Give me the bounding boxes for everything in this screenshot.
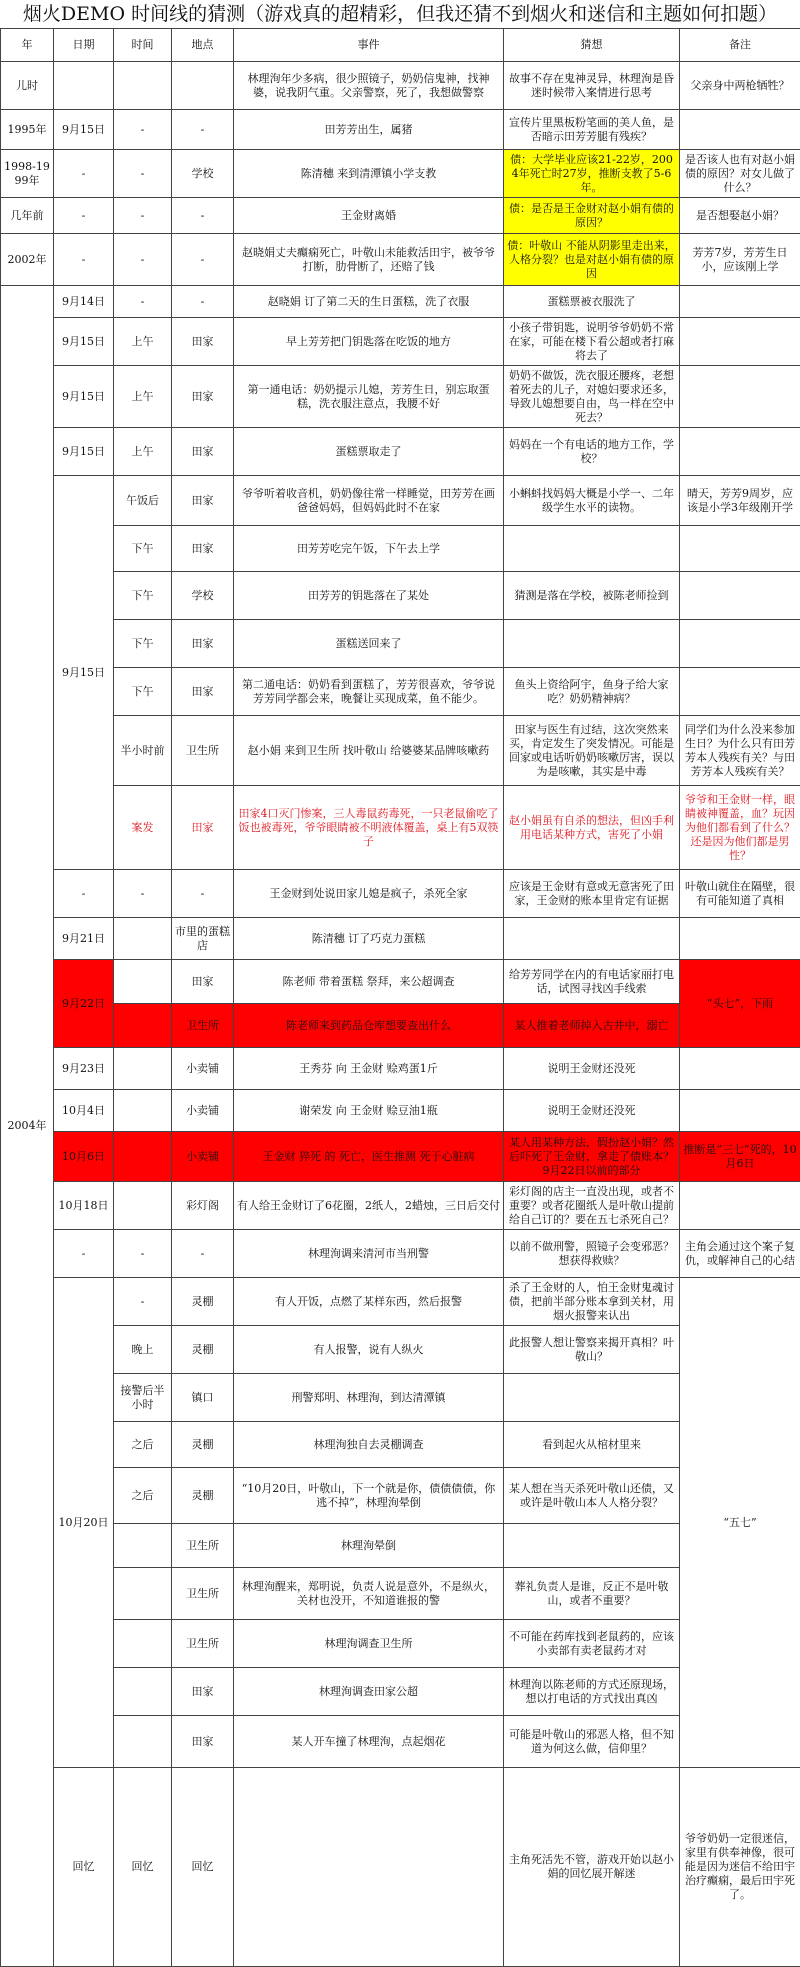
cell-guess: 某人想在当天杀死叶敬山还债，又或许是叶敬山本人人格分裂？: [504, 1468, 680, 1524]
cell-time: -: [114, 1278, 172, 1326]
header-place: 地点: [172, 29, 234, 62]
cell-guess: [504, 1524, 680, 1568]
table-row: [1, 572, 800, 620]
table-row: [1, 960, 800, 1004]
table-row: [1, 1768, 800, 1967]
cell-date: 9月23日: [54, 1048, 114, 1090]
table-row: [1, 620, 800, 668]
table-row: [1, 110, 800, 150]
cell-place: 小卖铺: [172, 1132, 234, 1182]
cell-guess: 说明王金财还没死: [504, 1048, 680, 1090]
cell-date: 9月15日: [54, 476, 114, 870]
cell-date: -: [54, 1230, 114, 1278]
cell-note: 是否该人也有对赵小娟债的原因？对女儿做了什么？: [680, 150, 800, 198]
table-row: [1, 1132, 800, 1182]
cell-place: 卫生所: [172, 1004, 234, 1048]
table-row: [1, 526, 800, 572]
cell-year: 2002年: [1, 234, 54, 286]
cell-note: 晴天，芳芳9周岁，应该是小学3年级刚开学: [680, 476, 800, 526]
cell-date: 10月4日: [54, 1090, 114, 1132]
cell-note: 是否想娶赵小娟？: [680, 198, 800, 234]
cell-date: [54, 62, 114, 110]
cell-time: [114, 1716, 172, 1768]
cell-guess: 某人推着老师掉入古井中，溺亡: [504, 1004, 680, 1048]
cell-place: 小卖铺: [172, 1048, 234, 1090]
cell-date: 9月15日: [54, 428, 114, 476]
table-row: [1, 716, 800, 786]
cell-date: 9月15日: [54, 366, 114, 428]
cell-place: 镇口: [172, 1374, 234, 1422]
cell-event: 有人给王金财订了6花圈，2纸人，2蜡烛，三日后交付: [234, 1182, 504, 1230]
cell-date: -: [54, 150, 114, 198]
cell-event: 田芳芳的钥匙落在了某处: [234, 572, 504, 620]
cell-date: 9月21日: [54, 918, 114, 960]
cell-event: 王秀芬 向 王金财 赊鸡蛋1斤: [234, 1048, 504, 1090]
cell-event: 林理洵调查卫生所: [234, 1620, 504, 1668]
cell-year: 2004年: [1, 286, 54, 1967]
header-year: 年: [1, 29, 54, 62]
cell-guess: [504, 526, 680, 572]
cell-note: 爷爷和王金财一样，眼睛被神覆盖，血？玩因为他们都看到了什么？还是因为他们都是男性？: [680, 786, 800, 870]
cell-time: 回忆: [172, 1768, 234, 1967]
cell-time: [114, 1182, 172, 1230]
cell-guess: 田家与医生有过结，这次突然来买，肯定发生了突发情况。可能是回家或电话听奶奶咳嗽厉害，误以为是咳嗽，其实是中毒: [504, 716, 680, 786]
cell-guess: 宣传片里黑板粉笔画的美人鱼，是否暗示田芳芳腿有残疾？: [504, 110, 680, 150]
cell-note: [680, 110, 800, 150]
cell-note: [680, 1182, 800, 1230]
cell-guess: 鱼头上资给阿宇，鱼身子给大家吃？奶奶精神病？: [504, 668, 680, 716]
cell-place: 田家: [172, 428, 234, 476]
header-date: 日期: [54, 29, 114, 62]
cell-event: 林理洵独自去灵棚调查: [234, 1422, 504, 1468]
header-guess: 猜想: [504, 29, 680, 62]
cell-event: 田家4口灭门惨案，三人毒鼠药毒死，一只老鼠偷吃了饭也被毒死，爷爷眼睛被不明液体覆盖，桌上有5双筷子: [234, 786, 504, 870]
cell-place: 卫生所: [172, 1524, 234, 1568]
cell-guess: 猜测是落在学校，被陈老师捡到: [504, 572, 680, 620]
cell-guess: 此报警人想让警察来揭开真相？叶敬山？: [504, 1326, 680, 1374]
table-row: [1, 1048, 800, 1090]
cell-year: 回忆: [54, 1768, 114, 1967]
cell-guess: 以前不做刑警，照镜子会变邪恶？想获得救赎？: [504, 1230, 680, 1278]
cell-time: [114, 918, 172, 960]
cell-date: 10月6日: [54, 1132, 114, 1182]
cell-year: 1998-1999年: [1, 150, 54, 198]
cell-place: -: [172, 286, 234, 318]
cell-note: “头七”，下雨: [680, 960, 800, 1048]
cell-time: [114, 1090, 172, 1132]
cell-note: 同学们为什么没来参加生日？为什么只有田芳芳本人残疾有关？与田芳芳本人残疾有关？: [680, 716, 800, 786]
cell-place: 田家: [172, 1668, 234, 1716]
cell-note: 芳芳7岁，芳芳生日小，应该刚上学: [680, 234, 800, 286]
table-row: [1, 476, 800, 526]
cell-place: 彩灯阁: [172, 1182, 234, 1230]
cell-date: -: [54, 234, 114, 286]
cell-year: 1995年: [1, 110, 54, 150]
cell-event: 陈老师 带着蛋糕 祭拜，来公超调查: [234, 960, 504, 1004]
table-row: [1, 234, 800, 286]
cell-guess: 彩灯阁的店主一直没出现，或者不重要？或者花圈纸人是叶敬山提前给自己订的？要在五七杀死自己？: [504, 1182, 680, 1230]
cell-time: -: [114, 870, 172, 918]
cell-time: 上午: [114, 318, 172, 366]
cell-time: [114, 1524, 172, 1568]
cell-event: 陈老师来到药品仓库想要查出什么: [234, 1004, 504, 1048]
cell-place: [234, 1768, 504, 1967]
cell-event: 有人开饭，点燃了某样东西，然后报警: [234, 1278, 504, 1326]
cell-guess: 不可能在药库找到老鼠药的，应该小卖部有卖老鼠药才对: [504, 1620, 680, 1668]
table-row: [1, 1278, 800, 1326]
header-event: 事件: [234, 29, 504, 62]
cell-guess: 小蝌蚪找妈妈大概是小学一、二年级学生水平的读物。: [504, 476, 680, 526]
cell-note: [680, 668, 800, 716]
cell-time: [114, 1004, 172, 1048]
cell-time: [114, 1132, 172, 1182]
cell-place: 卫生所: [172, 1620, 234, 1668]
cell-guess: 债：是否是王金财对赵小娟有债的原因？: [504, 198, 680, 234]
table-row: [1, 62, 800, 110]
cell-place: 田家: [172, 526, 234, 572]
cell-time: [114, 1048, 172, 1090]
cell-place: -: [172, 870, 234, 918]
cell-time: 晚上: [114, 1326, 172, 1374]
table-row: [1, 1230, 800, 1278]
cell-event: 谢荣发 向 王金财 赊豆油1瓶: [234, 1090, 504, 1132]
cell-guess: 债：大学毕业应该21-22岁，2004年死亡时27岁，推断支教了5-6年。: [504, 150, 680, 198]
cell-guess: 葬礼负责人是谁，反正不是叶敬山，或者不重要？: [504, 1568, 680, 1620]
cell-event: 蛋糕送回来了: [234, 620, 504, 668]
cell-guess: 给芳芳同学在内的有电话家丽打电话，试图寻找凶手线索: [504, 960, 680, 1004]
cell-event: 王金财离婚: [234, 198, 504, 234]
cell-place: 学校: [172, 572, 234, 620]
cell-event: 赵小娟 来到卫生所 找叶敬山 给婆婆某品牌咳嗽药: [234, 716, 504, 786]
cell-guess: 某人用某种方法，假扮赵小娟？然后吓死了王金财，拿走了债账本？9月22日以前的部分: [504, 1132, 680, 1182]
cell-note: [680, 286, 800, 318]
cell-time: -: [114, 234, 172, 286]
cell-place: -: [172, 110, 234, 150]
cell-time: 下午: [114, 620, 172, 668]
cell-guess: 杀了王金财的人，怕王金财鬼魂讨债，把前半部分账本拿到关材，用烟火报警来认出: [504, 1278, 680, 1326]
header-time: 时间: [114, 29, 172, 62]
cell-time: -: [114, 110, 172, 150]
cell-note: 父亲身中两枪牺牲？: [680, 62, 800, 110]
cell-place: 田家: [172, 1716, 234, 1768]
cell-time: [114, 1620, 172, 1668]
cell-note: [680, 918, 800, 960]
cell-time: [114, 62, 172, 110]
cell-place: 田家: [172, 668, 234, 716]
page-title: 烟火DEMO 时间线的猜测（游戏真的超精彩，但我还猜不到烟火和迷信和主题如何扣题）: [0, 0, 800, 28]
cell-time: -: [114, 1230, 172, 1278]
cell-date: 9月15日: [54, 318, 114, 366]
cell-time: -: [114, 150, 172, 198]
cell-time: -: [114, 198, 172, 234]
cell-note: [680, 1090, 800, 1132]
cell-event: 林理洵调来清河市当刑警: [234, 1230, 504, 1278]
cell-time: 案发: [114, 786, 172, 870]
cell-time: [114, 1668, 172, 1716]
cell-place: 市里的蛋糕店: [172, 918, 234, 960]
cell-place: 田家: [172, 476, 234, 526]
table-row: [1, 286, 800, 318]
cell-event: 王金财到处说田家儿媳是疯子，杀死全家: [234, 870, 504, 918]
cell-time: [114, 960, 172, 1004]
cell-date: 9月22日: [54, 960, 114, 1048]
cell-event: 刑警郑明、林理洵，到达清潭镇: [234, 1374, 504, 1422]
cell-place: 田家: [172, 366, 234, 428]
table-row: [1, 428, 800, 476]
cell-event: 林理洵调查田家公超: [234, 1668, 504, 1716]
cell-time: 之后: [114, 1422, 172, 1468]
table-row: [1, 918, 800, 960]
cell-event: 爷爷听着收音机，奶奶像往常一样睡觉，田芳芳在画爸爸妈妈，但妈妈此时不在家: [234, 476, 504, 526]
cell-place: 灵棚: [172, 1422, 234, 1468]
cell-guess: [504, 620, 680, 668]
cell-place: 田家: [172, 318, 234, 366]
cell-time: 下午: [114, 526, 172, 572]
cell-time: 上午: [114, 366, 172, 428]
cell-event: 陈清穗 订了巧克力蛋糕: [234, 918, 504, 960]
cell-event: 第二通电话：奶奶看到蛋糕了，芳芳很喜欢，爷爷说芳芳同学都会来，晚餐让买现成菜，鱼不能少。: [234, 668, 504, 716]
cell-event: 有人报警，说有人纵火: [234, 1326, 504, 1374]
cell-date: 9月15日: [54, 110, 114, 150]
cell-event: 田芳芳出生，属猪: [234, 110, 504, 150]
cell-time: 之后: [114, 1468, 172, 1524]
cell-note: [680, 526, 800, 572]
cell-guess: 债：叶敬山 不能从阴影里走出来，人格分裂？也是对赵小娟有债的原因: [504, 234, 680, 286]
cell-place: 田家: [172, 786, 234, 870]
cell-guess: 爷爷奶奶一定很迷信，家里有供奉神像，很可能是因为迷信不给田宇治疗癫痫，最后田宇死了。: [680, 1768, 800, 1967]
cell-date: 10月18日: [54, 1182, 114, 1230]
cell-place: 灵棚: [172, 1278, 234, 1326]
cell-event: 田芳芳吃完午饭，下午去上学: [234, 526, 504, 572]
cell-guess: 说明王金财还没死: [504, 1090, 680, 1132]
cell-time: 下午: [114, 572, 172, 620]
cell-place: 灵棚: [172, 1326, 234, 1374]
cell-note: [680, 572, 800, 620]
cell-guess: 可能是叶敬山的邪恶人格，但不知道为何这么做，信仰里？: [504, 1716, 680, 1768]
table-row: [1, 1090, 800, 1132]
cell-event: 林理洵晕倒: [234, 1524, 504, 1568]
cell-year: 几年前: [1, 198, 54, 234]
timeline-table: [0, 28, 800, 1967]
cell-event: 林理洵醒来，郑明说，负责人说是意外，不是纵火，关材也没开，不知道谁报的警: [234, 1568, 504, 1620]
cell-note: [680, 620, 800, 668]
cell-event: 早上芳芳把门钥匙落在吃饭的地方: [234, 318, 504, 366]
table-row: [1, 150, 800, 198]
cell-date: 9月14日: [54, 286, 114, 318]
table-row: [1, 318, 800, 366]
cell-guess: 应该是王金财有意或无意害死了田家，王金财的账本里肯定有证据: [504, 870, 680, 918]
cell-time: [114, 1568, 172, 1620]
cell-guess: 赵小娟虽有自杀的想法，但凶手利用电话某种方式，害死了小娟: [504, 786, 680, 870]
cell-time: 半小时前: [114, 716, 172, 786]
cell-place: 小卖铺: [172, 1090, 234, 1132]
table-row: [1, 786, 800, 870]
cell-event: 陈清穗 来到清潭镇小学支教: [234, 150, 504, 198]
cell-guess: 林理洵以陈老师的方式还原现场，想以打电话的方式找出真凶: [504, 1668, 680, 1716]
cell-place: -: [172, 234, 234, 286]
cell-event: “10月20日，叶敬山，下一个就是你，债债债债，你逃不掉”，林理洵晕倒: [234, 1468, 504, 1524]
cell-guess: 故事不存在鬼神灵异，林理洵是昏迷时候带入案情进行思考: [504, 62, 680, 110]
cell-time: 接警后半小时: [114, 1374, 172, 1422]
cell-guess: 妈妈在一个有电话的地方工作，学校？: [504, 428, 680, 476]
cell-note: 主角会通过这个案子复仇，或解神自己的心结: [680, 1230, 800, 1278]
cell-place: 卫生所: [172, 1568, 234, 1620]
cell-note: [680, 1048, 800, 1090]
cell-event: 某人开车撞了林理洵，点起烟花: [234, 1716, 504, 1768]
table-row: [1, 668, 800, 716]
cell-event: 王金财 猝死 的 死亡，医生推测 死于心脏病: [234, 1132, 504, 1182]
cell-note: 推断是“三七”死的，10月6日: [680, 1132, 800, 1182]
cell-note: [680, 318, 800, 366]
cell-place: -: [172, 198, 234, 234]
cell-event: 赵晓娟丈夫癫痫死亡，叶敬山未能救活田宇，被爷爷打断，肋骨断了，还赔了钱: [234, 234, 504, 286]
cell-event: 主角死活先不管，游戏开始以赵小娟的回忆展开解迷: [504, 1768, 680, 1967]
cell-note: [680, 428, 800, 476]
cell-place: 卫生所: [172, 716, 234, 786]
cell-date: -: [54, 870, 114, 918]
cell-guess: 小孩子带钥匙，说明爷爷奶奶不常在家，可能在楼下看公超或者打麻将去了: [504, 318, 680, 366]
table-row: [1, 366, 800, 428]
cell-date: 回忆: [114, 1768, 172, 1967]
header-row: [1, 29, 800, 62]
cell-place: [172, 62, 234, 110]
cell-guess: 奶奶不做饭，洗衣服还腰疼，老想着死去的儿子，对媳妇要求还多，导致儿媳想要自由，鸟一样在空中死去？: [504, 366, 680, 428]
cell-event: 赵晓娟 订了第二天的生日蛋糕，洗了衣服: [234, 286, 504, 318]
cell-guess: [504, 1374, 680, 1422]
cell-place: 田家: [172, 620, 234, 668]
cell-guess: [504, 918, 680, 960]
cell-guess: 看到起火从棺材里来: [504, 1422, 680, 1468]
cell-event: 第一通电话：奶奶提示儿媳，芳芳生日，别忘取蛋糕，洗衣服注意点，我腰不好: [234, 366, 504, 428]
cell-note: 叶敬山就住在隔壁，很有可能知道了真相: [680, 870, 800, 918]
cell-guess: 蛋糕票被衣服洗了: [504, 286, 680, 318]
cell-date: -: [54, 198, 114, 234]
table-row: [1, 198, 800, 234]
cell-note: [680, 366, 800, 428]
cell-place: 学校: [172, 150, 234, 198]
cell-place: 灵棚: [172, 1468, 234, 1524]
cell-event: 林理洵年少多病，很少照镜子，奶奶信鬼神，找神婆，说我阴气重。父亲警察，死了，我想做警察: [234, 62, 504, 110]
cell-date: 10月20日: [54, 1278, 114, 1768]
cell-place: -: [172, 1230, 234, 1278]
cell-note: “五七”: [680, 1278, 800, 1768]
cell-time: -: [114, 286, 172, 318]
header-note: 备注: [680, 29, 800, 62]
table-row: [1, 870, 800, 918]
cell-place: 田家: [172, 960, 234, 1004]
table-row: [1, 1182, 800, 1230]
cell-time: 下午: [114, 668, 172, 716]
cell-event: 蛋糕票取走了: [234, 428, 504, 476]
cell-time: 上午: [114, 428, 172, 476]
cell-year: 儿时: [1, 62, 54, 110]
cell-time: 午饭后: [114, 476, 172, 526]
